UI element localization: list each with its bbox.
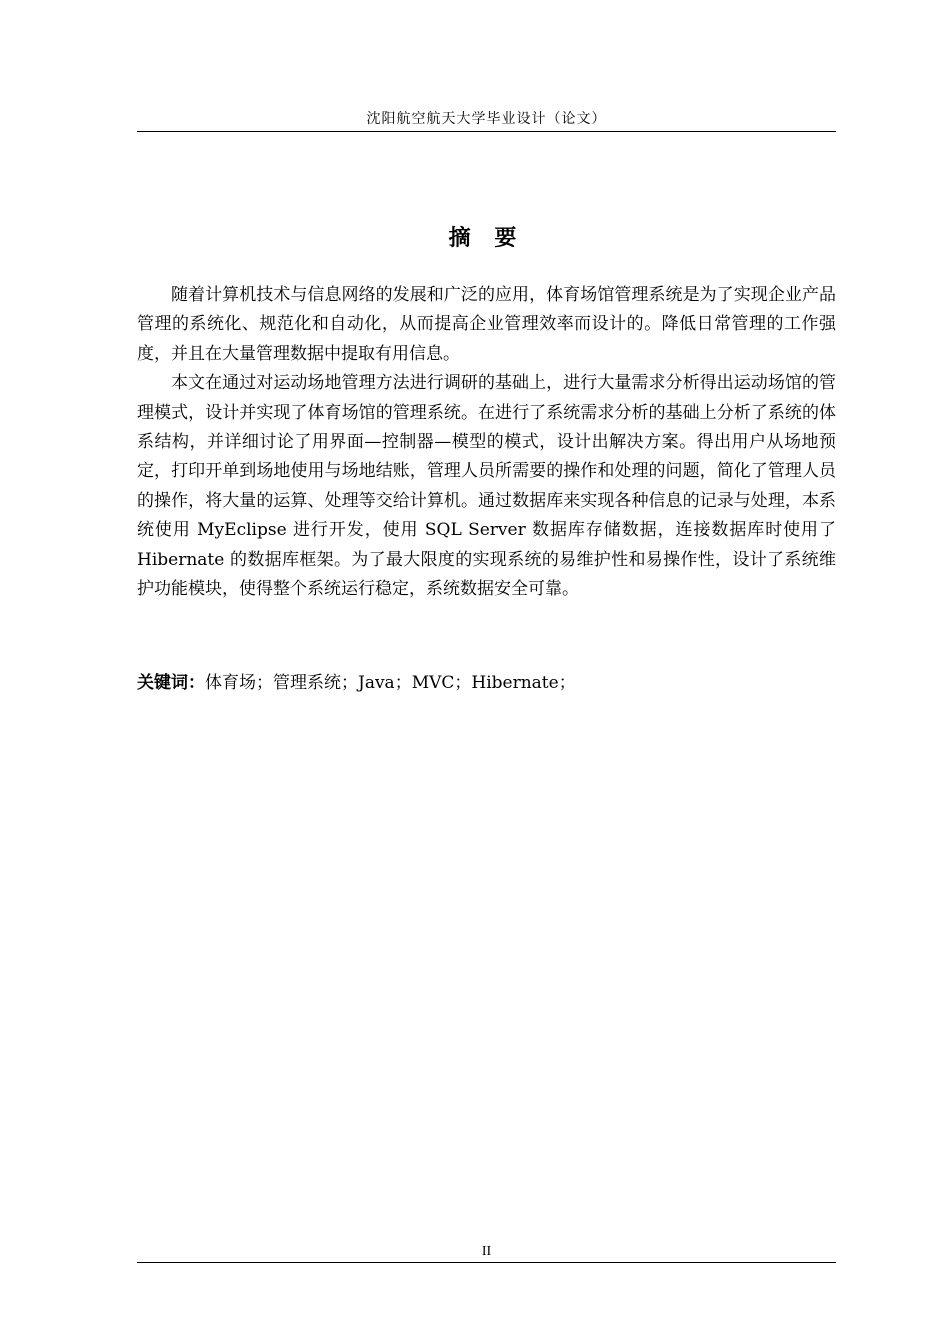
abstract-title: 摘 要 [448, 226, 525, 251]
footer-rule [137, 1262, 836, 1263]
abstract-paragraph-1: 随着计算机技术与信息网络的发展和广泛的应用，体育场馆管理系统是为了实现企业产品管理的系统化、规范化和自动化，从而提高企业管理效率而设计的。降低日常管理的工作强度，并且在大量管理数据中提取有用信息。 [137, 285, 836, 364]
running-header: 沈阳航空航天大学毕业设计（论文） [366, 111, 607, 127]
abstract-paragraph-2: 本文在通过对运动场地管理方法进行调研的基础上，进行大量需求分析得出运动场馆的管理模式，设计并实现了体育场馆的管理系统。在进行了系统需求分析的基础上分析了系统的体系结构，并详细讨论了用界面—控制器—模型的模式，设计出解决方案。得出用户从场地预定，打印开单到场地使用与场地结账，管理人员所需要的操作和处理的问题，简化了管理人员的操作，将大量的运算、处理等交给计算机。通过数据库来实现各种信息的记录与处理，本系统使用 MyEclipse 进行开发，使用 SQL Server 数据库存储数据，连接数据库时使用了 Hibernate 的数据库框架。为了最大限度的实现系统的易维护性和易操作性，设计了系统维护功能模块，使得整个系统运行稳定，系统数据安全可靠。 [137, 373, 836, 600]
header-rule [137, 131, 836, 132]
abstract-body [137, 281, 836, 604]
keywords-label: 关键词： [137, 673, 205, 693]
page-number: II [481, 1244, 492, 1259]
keywords-text: 体育场；管理系统；Java；MVC；Hibernate； [205, 673, 576, 693]
keywords-line [137, 669, 836, 698]
